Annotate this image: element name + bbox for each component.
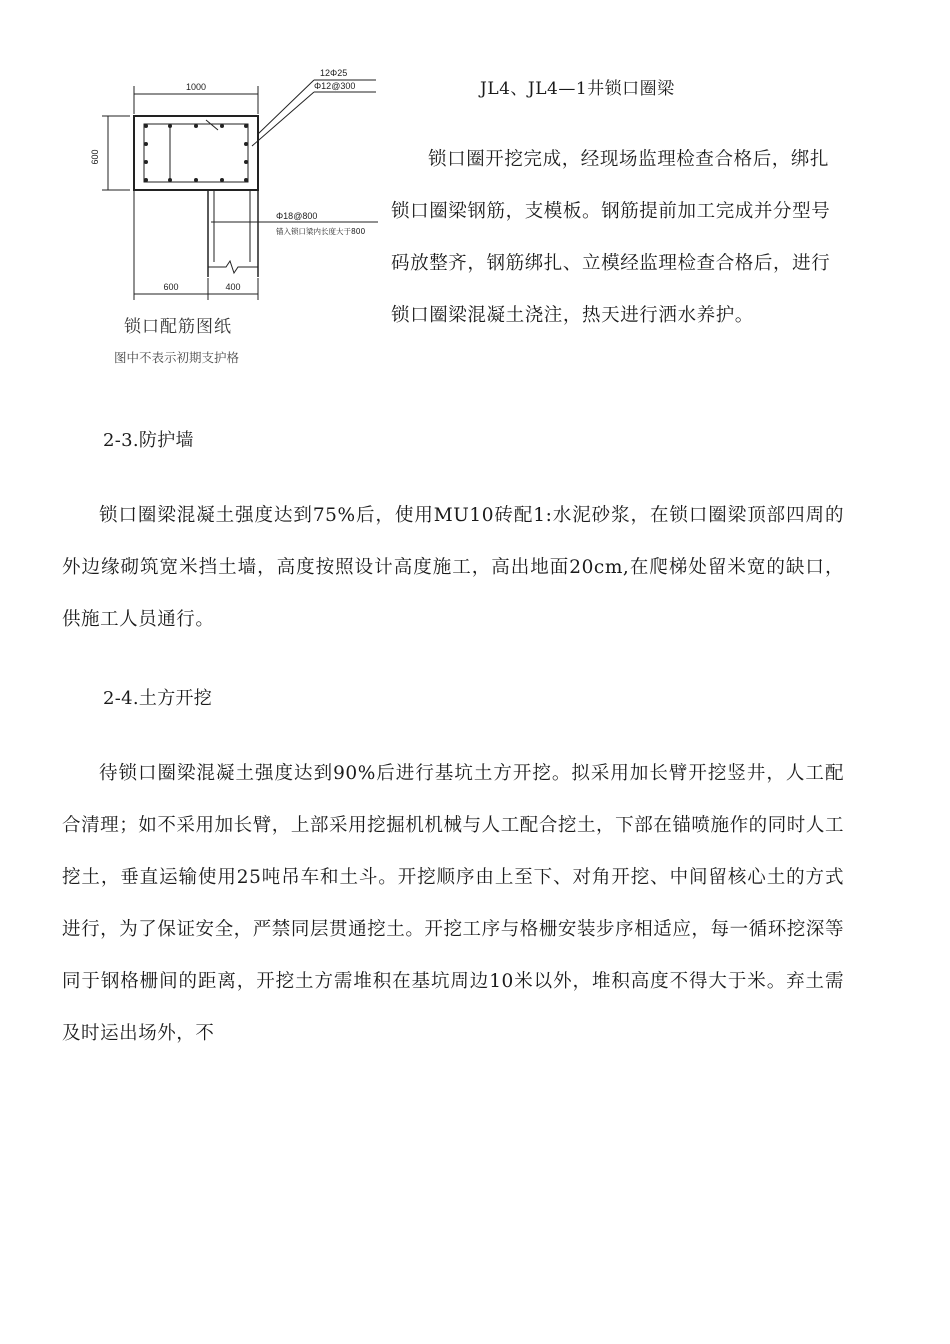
rebar-side-label-2: 锚入锁口梁内长度大于800 <box>276 227 366 236</box>
dim-left-text: 600 <box>90 149 100 165</box>
rebar-drawing <box>86 62 386 307</box>
figure-title: 锁口配筋图纸 <box>124 317 232 337</box>
jl-paragraph: 锁口圈开挖完成，经现场监理检查合格后，绑扎锁口圈梁钢筋，支模板。钢筋提前加工完成并分型号码放整齐，钢筋绑扎、立模经监理检查合格后，进行锁口圈梁混凝土浇注，热天进行洒水养护。 <box>391 149 831 326</box>
section-2-3-title: 2-3.防护墙 <box>103 430 194 451</box>
section-2-3-paragraph: 锁口圈梁混凝土强度达到75%后，使用MU10砖配1:水泥砂浆，在锁口圈梁顶部四周的外边缘砌筑宽米挡土墙，高度按照设计高度施工，高出地面20cm,在爬梯处留米宽的缺口，供施工人员通行。 <box>62 505 844 630</box>
rebar-figure <box>86 62 386 372</box>
dim-bottom-left-text: 600 <box>163 282 179 292</box>
leader-top-2 <box>252 92 314 146</box>
rebar-dots <box>144 124 248 182</box>
section-2-4-paragraph: 待锁口圈梁混凝土强度达到90%后进行基坑土方开挖。拟采用加长臂开挖竖井，人工配合清理；如不采用加长臂，上部采用挖掘机机械与人工配合挖土，下部在锚喷施作的同时人工挖土，垂直运输使用25吨吊车和土斗。开挖顺序由上至下、对角开挖、中间留核心土的方式进行，为了保证安全，严禁同层贯通挖土。开挖工序与格栅安装步序相适应，每一循环挖深等同于钢格栅间的距离，开挖土方需堆积在基坑周边10米以外，堆积高度不得大于米。弃土需及时运出场外，不 <box>62 763 844 1044</box>
rebar-top-label-2: Φ12@300 <box>314 81 356 91</box>
figure-note: 图中不表示初期支护格 <box>114 350 240 365</box>
rebar-side-label-1: Φ18@800 <box>276 211 318 221</box>
stirrup <box>144 124 248 182</box>
dim-bottom-right-text: 400 <box>225 282 241 292</box>
rebar-top-label-1: 12Φ25 <box>320 68 348 78</box>
jl-heading: JL4、JL4—1井锁口圈梁 <box>480 79 675 99</box>
break-mark <box>208 261 258 273</box>
dim-top-text: 1000 <box>185 82 207 92</box>
section-2-4-title: 2-4.土方开挖 <box>103 688 213 709</box>
leader-top-1 <box>258 80 314 134</box>
